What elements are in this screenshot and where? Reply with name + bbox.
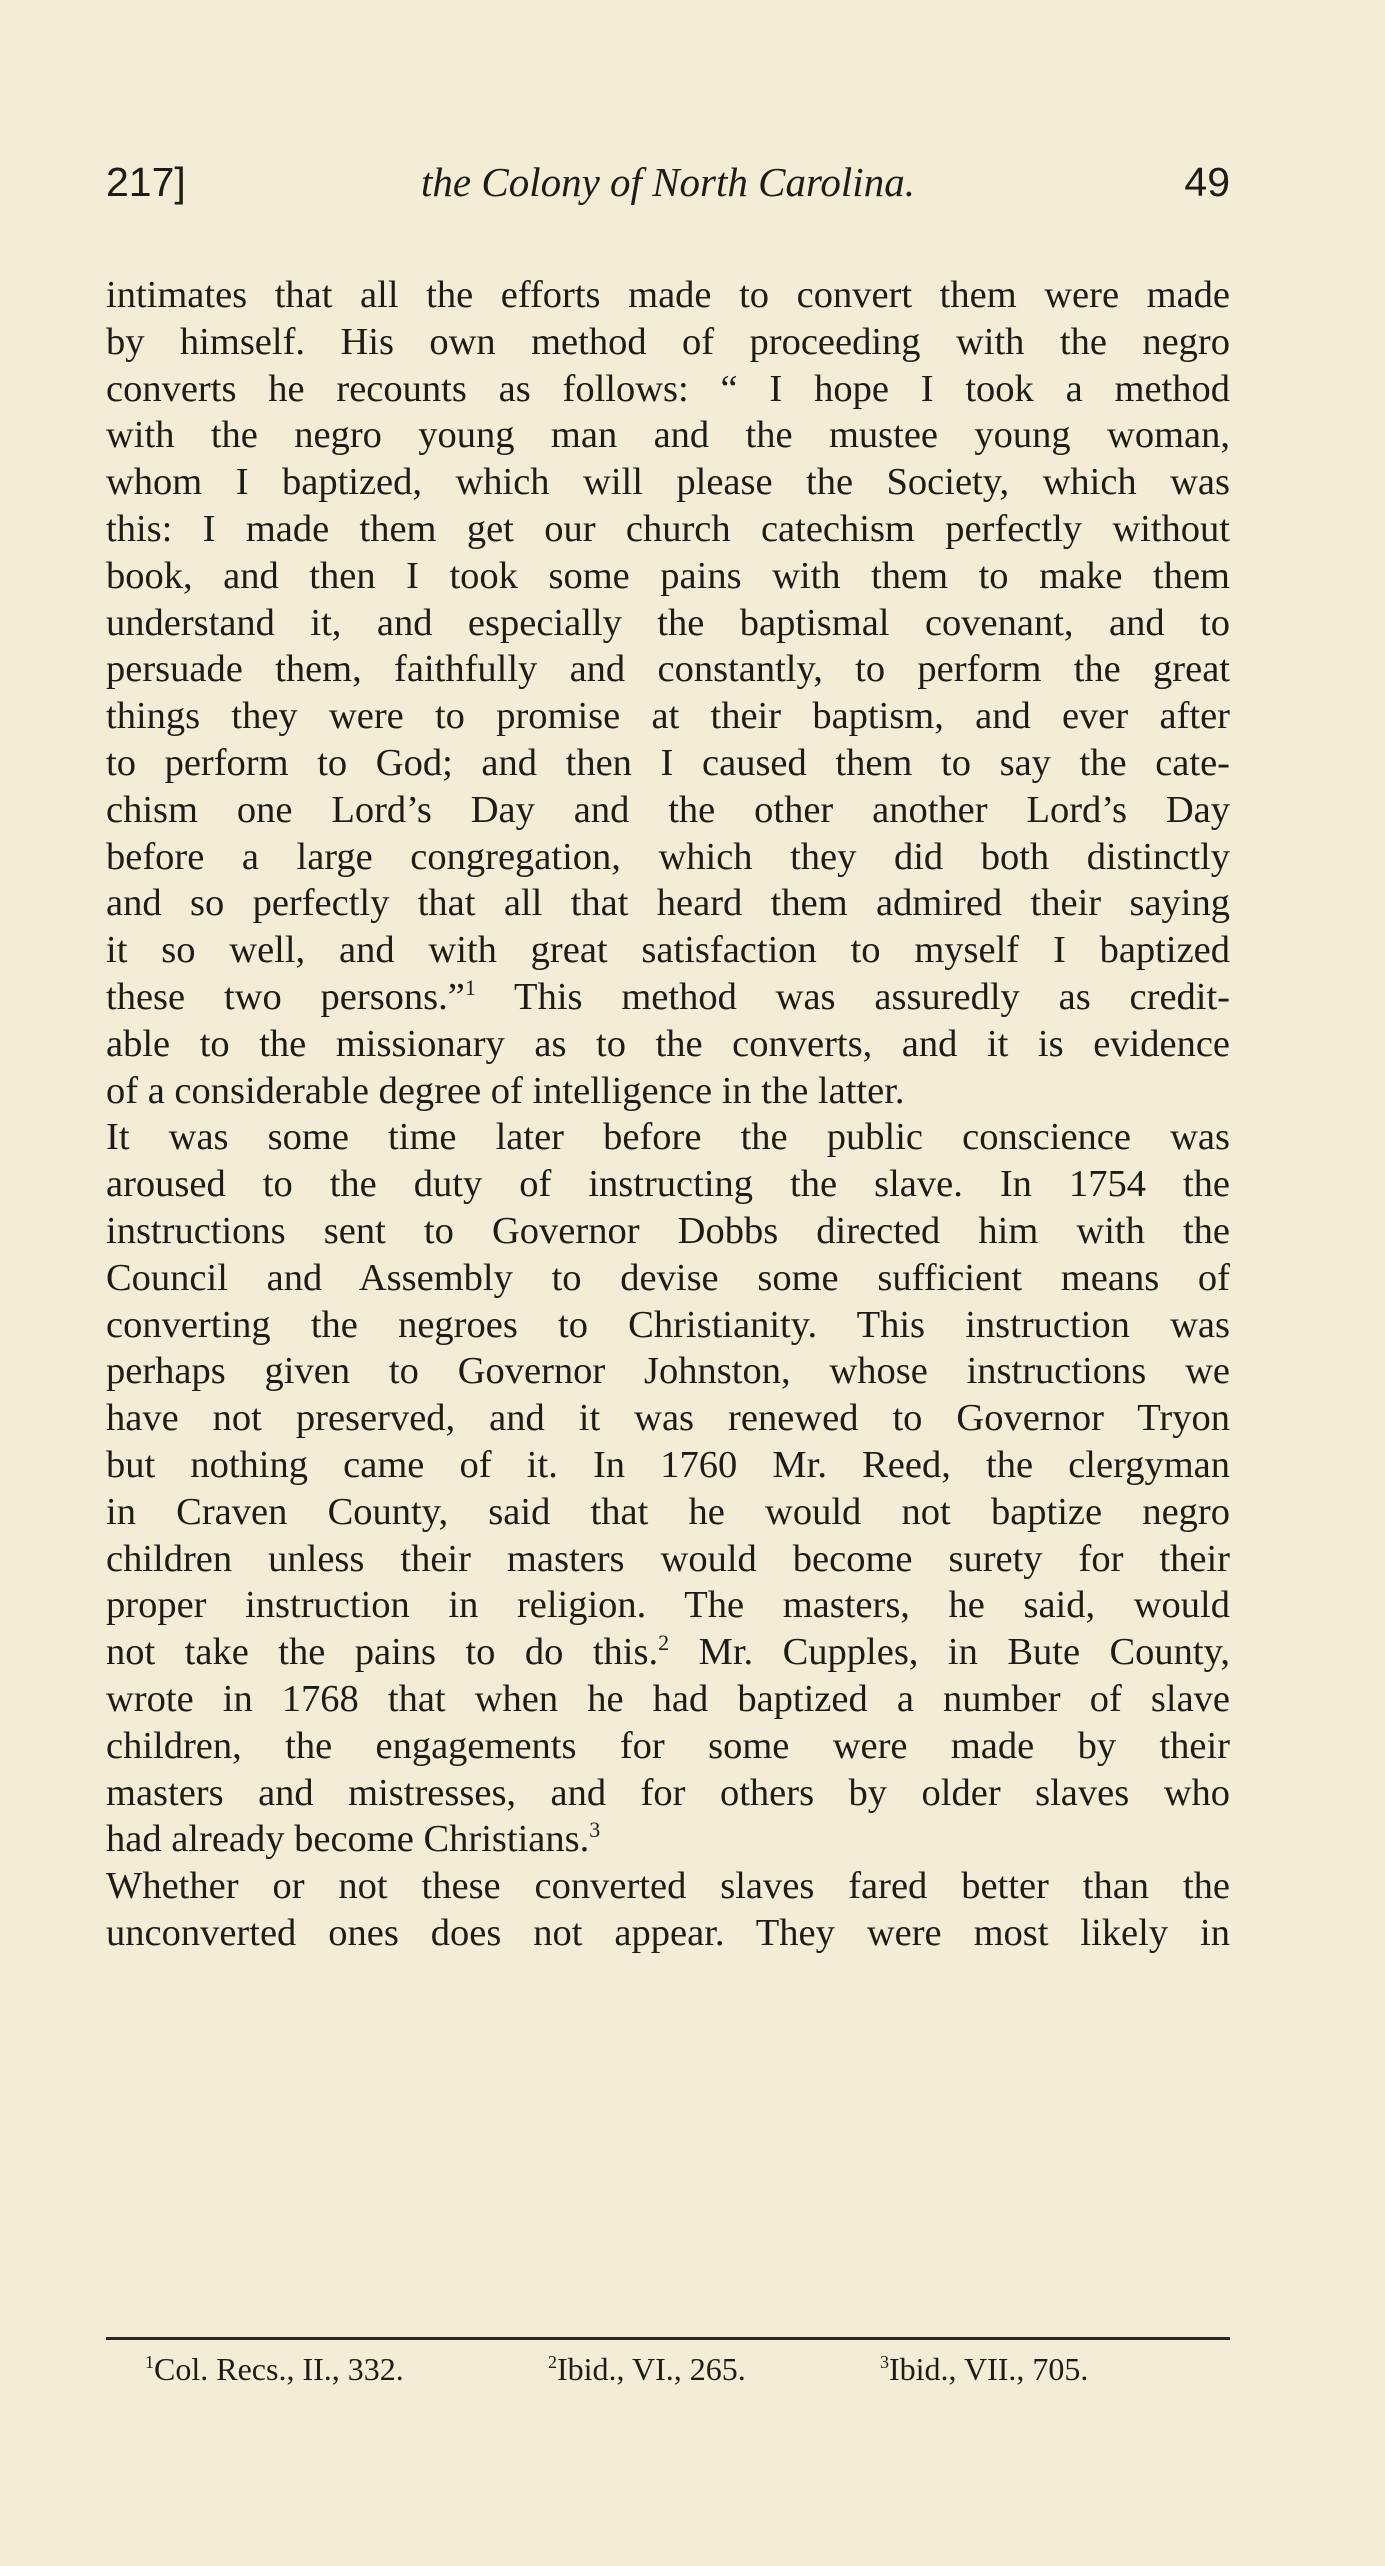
text-line: chism one Lord’s Day and the other another Lord’s Day bbox=[106, 788, 1230, 831]
text-line bbox=[106, 1629, 1230, 1676]
text-line: wrote in 1768 that when he had baptized a number of slave bbox=[106, 1677, 1230, 1720]
footnotes bbox=[145, 2346, 1215, 2392]
footnote-3 bbox=[880, 2346, 1088, 2392]
text-segment: This method was assuredly as credit- bbox=[514, 975, 1230, 1018]
text-line: with the negro young man and the mustee young woman, bbox=[106, 414, 1230, 457]
text-segment: not take the pains to do this. bbox=[106, 1631, 659, 1674]
footnote-ref-3: 3 bbox=[589, 1817, 601, 1843]
text-line: have not preserved, and it was renewed to Governor Tryon bbox=[106, 1397, 1230, 1440]
footnote-1 bbox=[145, 2346, 404, 2392]
text-line: whom I baptized, which will please the Society, which was bbox=[106, 461, 1230, 504]
footnote-mark: 3 bbox=[880, 2352, 889, 2372]
text-line: children, the engagements for some were made by their bbox=[106, 1724, 1230, 1767]
text-segment: Mr. Cupples, in Bute County, bbox=[698, 1631, 1230, 1674]
text-line bbox=[106, 974, 1230, 1021]
page-number: 49 bbox=[1184, 159, 1230, 205]
footnote-text: Ibid., VI., 265. bbox=[557, 2351, 746, 2387]
text-line: It was some time later before the public conscience was bbox=[106, 1116, 1230, 1159]
footnote-divider bbox=[106, 2337, 1230, 2340]
text-line: to perform to God; and then I caused them to say the cate- bbox=[106, 741, 1230, 784]
text-line: this: I made them get our church catechism perfectly without bbox=[106, 507, 1230, 550]
text-line: Whether or not these converted slaves fared better than the bbox=[106, 1865, 1230, 1908]
text-line: by himself. His own method of proceeding with the negro bbox=[106, 320, 1230, 363]
footnote-2 bbox=[548, 2346, 746, 2392]
text-line: things they were to promise at their baptism, and ever after bbox=[106, 695, 1230, 738]
text-line: intimates that all the efforts made to convert them were made bbox=[106, 274, 1230, 316]
text-line: understand it, and especially the baptismal covenant, and to bbox=[106, 601, 1230, 644]
text-line: perhaps given to Governor Johnston, whose instructions we bbox=[106, 1350, 1230, 1393]
text-line: but nothing came of it. In 1760 Mr. Reed, the clergyman bbox=[106, 1443, 1230, 1486]
text-line: aroused to the duty of instructing the slave. In 1754 the bbox=[106, 1163, 1230, 1206]
text-line: book, and then I took some pains with them to make them bbox=[106, 554, 1230, 597]
body-text bbox=[106, 272, 1230, 1957]
text-line: Council and Assembly to devise some sufficient means of bbox=[106, 1256, 1230, 1299]
text-line: before a large congregation, which they did both distinctly bbox=[106, 835, 1230, 878]
footnote-text: Col. Recs., II., 332. bbox=[154, 2351, 404, 2387]
text-line: unconverted ones does not appear. They were most likely in bbox=[106, 1911, 1230, 1954]
text-line: proper instruction in religion. The masters, he said, would bbox=[106, 1584, 1230, 1627]
page-section-ref: 217] bbox=[106, 159, 186, 205]
text-line: of a considerable degree of intelligence in the latter. bbox=[106, 1069, 905, 1112]
footnote-mark: 1 bbox=[145, 2352, 154, 2372]
text-line: able to the missionary as to the converts, and it is evidence bbox=[106, 1022, 1230, 1065]
text-line: in Craven County, said that he would not baptize negro bbox=[106, 1490, 1230, 1533]
footnote-ref-2: 2 bbox=[658, 1630, 670, 1656]
text-line: converting the negroes to Christianity. This instruction was bbox=[106, 1303, 1230, 1346]
text-line: persuade them, faithfully and constantly, to perform the great bbox=[106, 648, 1230, 691]
footnote-text: Ibid., VII., 705. bbox=[889, 2351, 1089, 2387]
text-segment: these two persons.” bbox=[106, 975, 465, 1018]
text-line: instructions sent to Governor Dobbs directed him with the bbox=[106, 1209, 1230, 1252]
footnote-mark: 2 bbox=[548, 2352, 557, 2372]
running-head bbox=[106, 156, 1230, 208]
text-line: children unless their masters would become surety for their bbox=[106, 1537, 1230, 1580]
text-line: converts he recounts as follows: “ I hope I took a method bbox=[106, 367, 1230, 410]
text-segment: had already become Christians. bbox=[106, 1818, 590, 1861]
text-line bbox=[106, 1816, 1230, 1863]
text-line: it so well, and with great satisfaction to myself I baptized bbox=[106, 929, 1230, 972]
page-title: the Colony of North Carolina. bbox=[421, 159, 915, 205]
text-line: and so perfectly that all that heard them admired their saying bbox=[106, 882, 1230, 925]
footnote-ref-1: 1 bbox=[464, 974, 476, 1000]
text-line: masters and mistresses, and for others by older slaves who bbox=[106, 1771, 1230, 1814]
